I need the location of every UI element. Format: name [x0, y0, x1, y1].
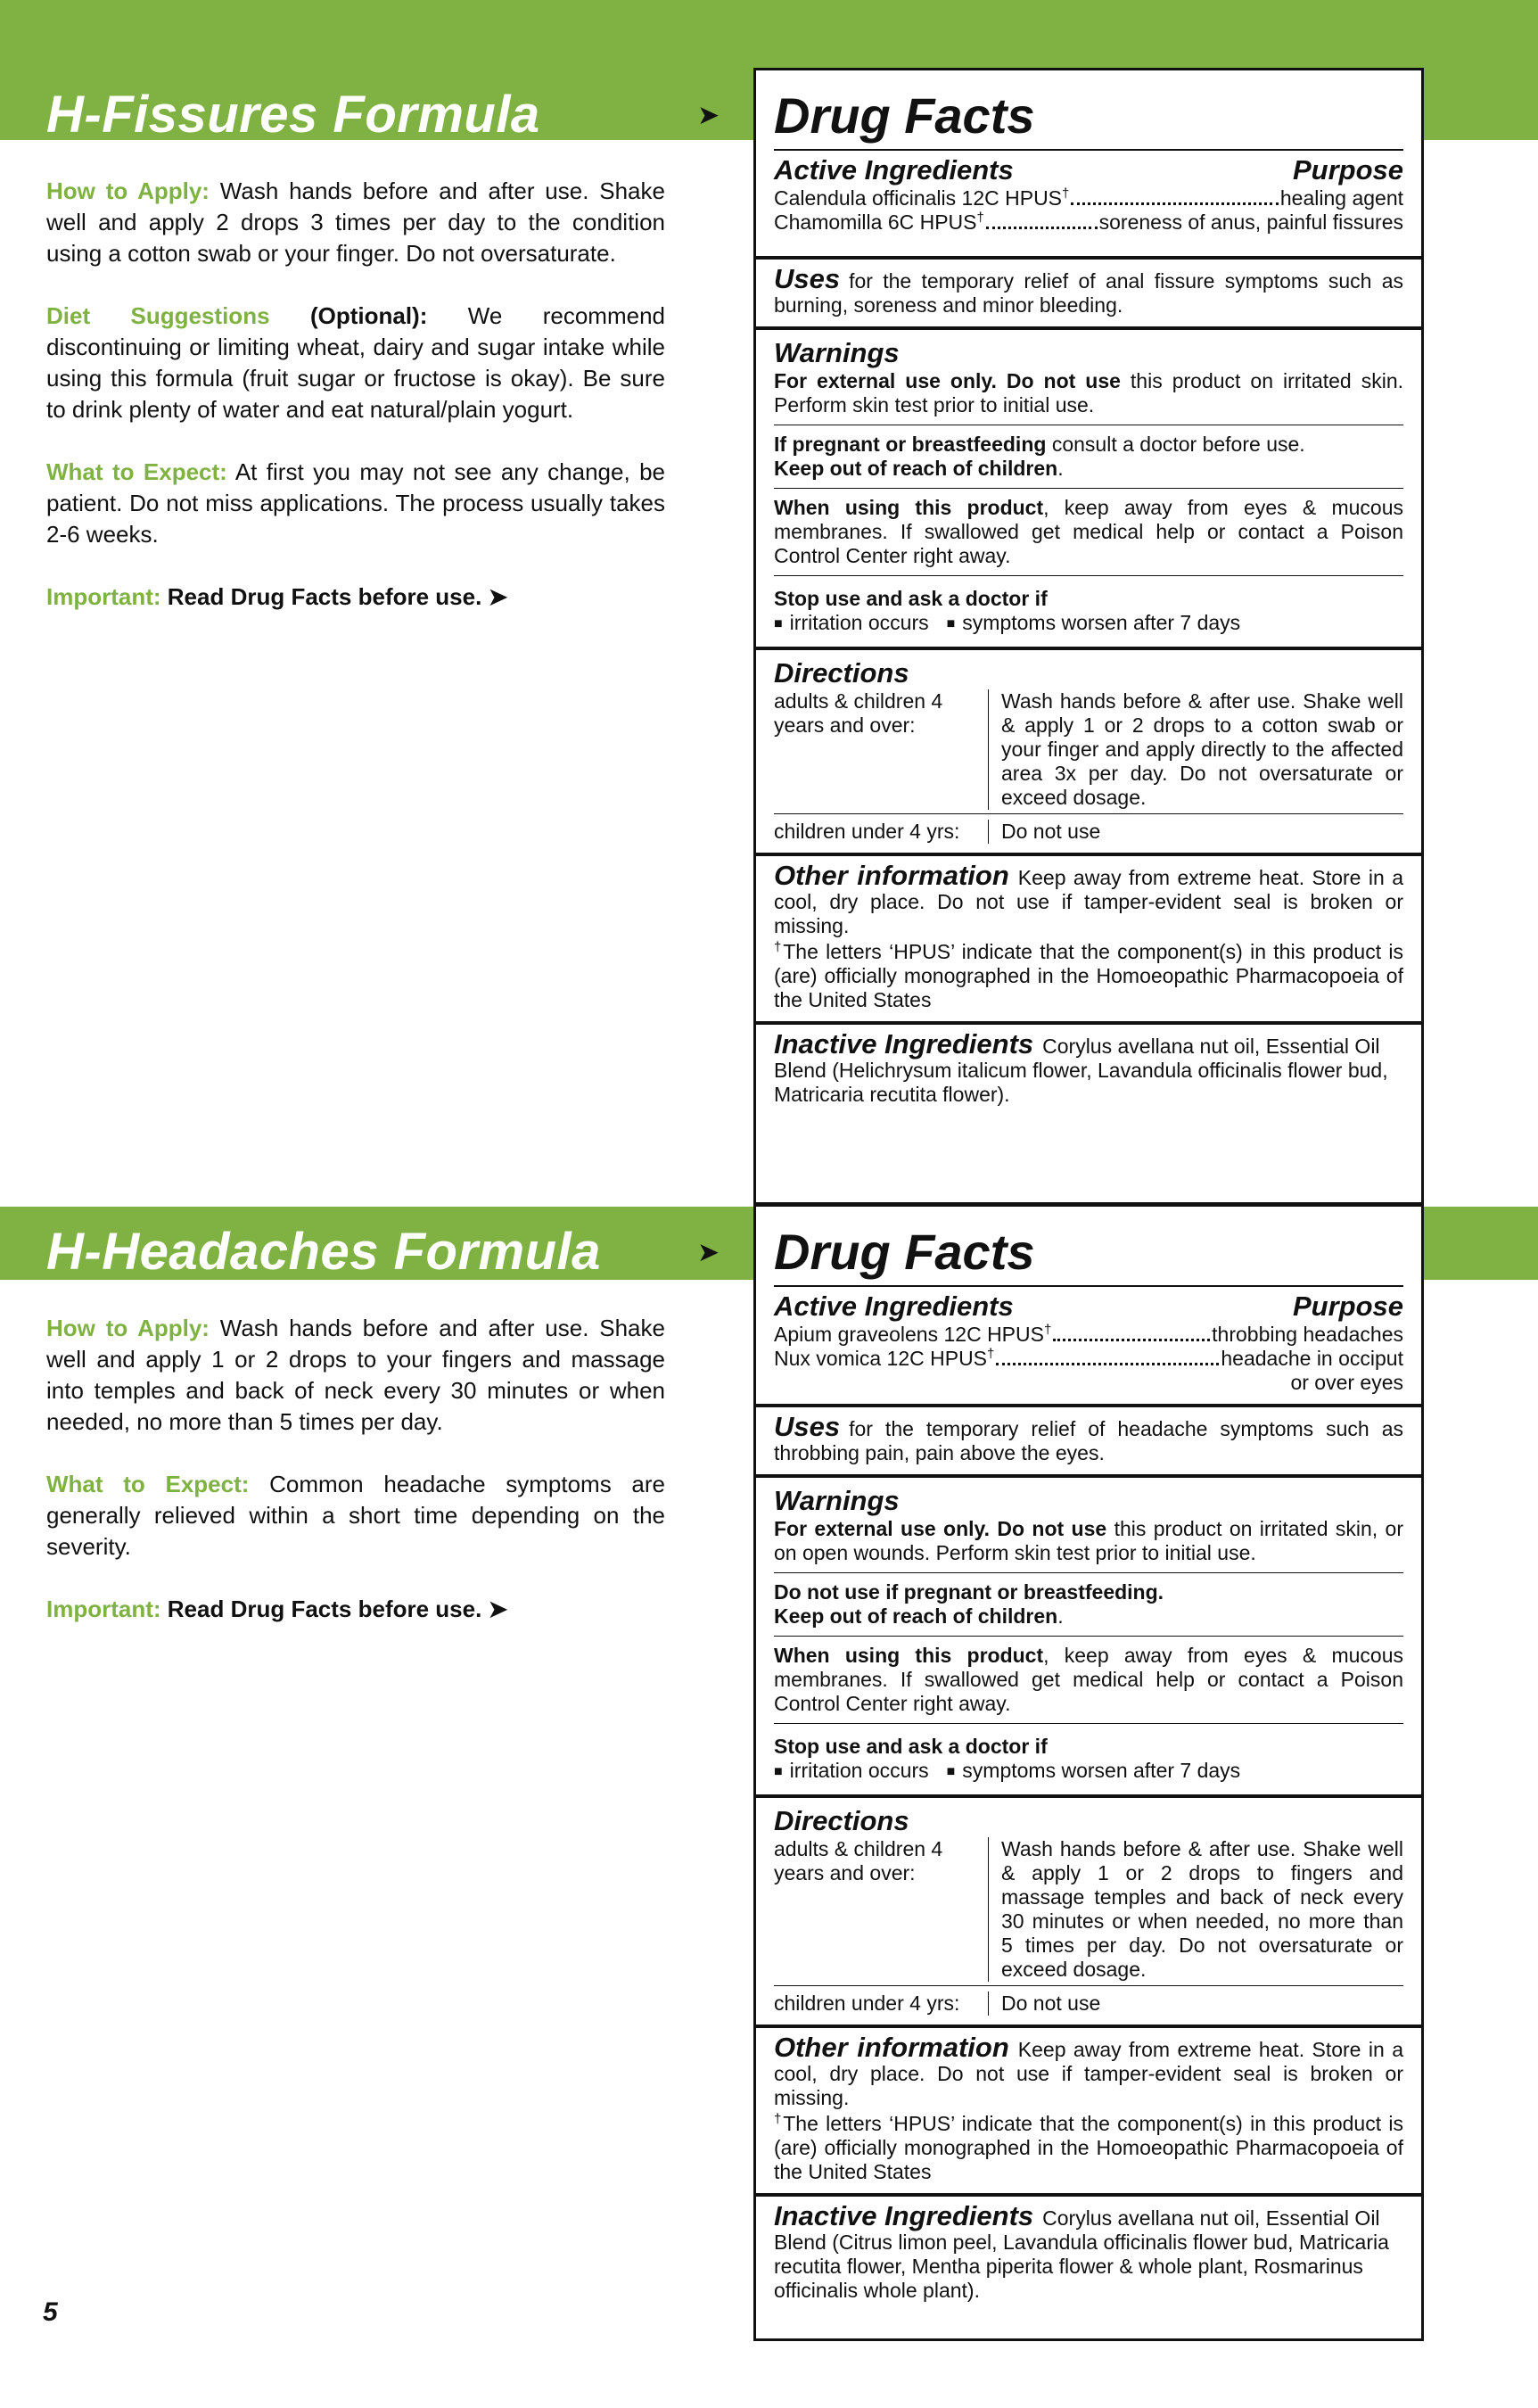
other-information-section: Other information Keep away from extreme heat. Store in a cool, dry place. Do not use if tamper-evident seal is broken or missing. †The letters ‘HPUS’ indicate that the component(s) in this product is (are) officially monographed in the Homoeopathic Pharmacopoeia of the United States [774, 2032, 1403, 2183]
active-ingredients-heading: Active Ingredients [774, 154, 1014, 186]
ingredient-row: Chamomilla 6C HPUS† soreness of anus, painful fissures [774, 210, 1403, 234]
fissures-instructions: How to Apply: Wash hands before and after use. Shake well and apply 2 drops 3 times per day to the condition using a cotton swab or your finger. Do not oversaturate. Diet Suggestions (Optional): We recommend discontinuing or limiting wheat, dairy and sugar intake while using this formula (fruit sugar or fructose is okay). Be sure to drink plenty of water and eat natural/plain yogurt. What to Expect: At first you may not see any change, be patient. Do not miss applications. The process usually takes 2-6 weeks. Important: Read Drug Facts before use. ➤ [46, 177, 666, 610]
ingredient-row: Nux vomica 12C HPUS† headache in occiput [774, 1346, 1403, 1370]
other-information-section: Other information Keep away from extreme heat. Store in a cool, dry place. Do not use if tamper-evident seal is broken or missing. †The letters ‘HPUS’ indicate that the component(s) in this product is (are) officially monographed in the Homoeopathic Pharmacopoeia of the United States [774, 860, 1403, 1011]
active-ingredients-heading: Active Ingredients [774, 1291, 1014, 1322]
drug-facts-title: Drug Facts [774, 70, 1403, 151]
inactive-ingredients-section: Inactive Ingredients Corylus avellana nut oil, Essential Oil Blend (Helichrysum italicum flower, Lavandula officinalis flower bud, Matricaria recutita flower). [774, 1028, 1388, 1106]
purpose-heading: Purpose [1292, 1291, 1403, 1322]
ingredient-row: Apium graveolens 12C HPUS† throbbing headaches [774, 1322, 1403, 1346]
arrow-icon: ➤ [697, 1238, 720, 1267]
drug-facts-title: Drug Facts [774, 1207, 1403, 1287]
page-number: 5 [43, 2297, 58, 2327]
directions-section: Directions adults & children 4 years and over: Wash hands before & after use. Shake well & apply 1 or 2 drops to a cotton swab or your finger and apply directly to the affected area 3x per day. Do not oversaturate or exceed dosage. children under 4 yrs: Do not use [774, 657, 1403, 843]
drug-facts-panel-headaches: Drug Facts Active Ingredients Purpose Apium graveolens 12C HPUS† throbbing headaches Nux vomica 12C HPUS† headache in occiput or over eyes Uses for the temporary relief of headache symptoms such as throbbing pain, pain above the eyes. Warnings For external use only. Do not use this product on irritated skin, or on open wounds. Perform skin test prior to initial use. Do not use if pregnant or breastfeeding. Keep out of reach of children. When using this product, keep away from eyes & mucous membranes. If swallowed get medical help or contact a Poison Control Center right away. Stop use and ask a doctor if ■ irritation occurs■ symptoms worsen after 7 days Directions adults & children 4 years and over: Wash hands before & after use. Shake well & apply 1 or 2 drops to fingers and massage temples and back of neck every 30 minutes or when needed, no more than 5 times per day. Do not oversaturate or exceed dosage. children under 4 yrs: Do not use Other information Keep away from extreme heat. Store in a cool, dry place. Do not use if tamper-evident seal is broken or missing. †The letters ‘HPUS’ indicate that the component(s) in this product is (are) officially monographed in the Homoeopathic Pharmacopoeia of the United States Inactive Ingredients Corylus avellana nut oil, Essential Oil Blend (Citrus limon peel, Lavandula officinalis flower bud, Matricaria recutita flower, Mentha piperita flower & whole plant, Rosmarinus officinalis whole plant). [753, 1204, 1424, 2341]
directions-section: Directions adults & children 4 years and over: Wash hands before & after use. Shake well & apply 1 or 2 drops to fingers and massage temples and back of neck every 30 minutes or when needed, no more than 5 times per day. Do not oversaturate or exceed dosage. children under 4 yrs: Do not use [774, 1805, 1403, 2015]
fissures-formula-title: H-Fissures Formula [46, 86, 540, 144]
headaches-formula-title: H-Headaches Formula [46, 1223, 601, 1281]
warnings-section: Warnings For external use only. Do not use this product on irritated skin. Perform skin test prior to initial use. If pregnant or breastfeeding consult a doctor before use. Keep out of reach of children. When using this product, keep away from eyes & mucous membranes. If swallowed get medical help or contact a Poison Control Center right away. Stop use and ask a doctor if ■ irritation occurs■ symptoms worsen after 7 days [774, 330, 1403, 647]
purpose-heading: Purpose [1292, 154, 1403, 186]
arrow-icon: ➤ [697, 101, 720, 130]
headaches-instructions: How to Apply: Wash hands before and after use. Shake well and apply 1 or 2 drops to your fingers and massage into temples and back of neck every 30 minutes or when needed, no more than 5 times per day. What to Expect: Common headache symptoms are generally relieved within a short time depending on the severity. Important: Read Drug Facts before use. ➤ [46, 1315, 665, 1622]
drug-facts-panel-fissures [753, 68, 1424, 1205]
ingredient-row: Calendula officinalis 12C HPUS† healing agent [774, 186, 1403, 210]
arrow-icon: ➤ [488, 1596, 508, 1622]
uses-section: Uses for the temporary relief of headache symptoms such as throbbing pain, pain above the eyes. [774, 1411, 1403, 1464]
warnings-section: Warnings For external use only. Do not use this product on irritated skin, or on open wounds. Perform skin test prior to initial use. Do not use if pregnant or breastfeeding. Keep out of reach of children. When using this product, keep away from eyes & mucous membranes. If swallowed get medical help or contact a Poison Control Center right away. Stop use and ask a doctor if ■ irritation occurs■ symptoms worsen after 7 days [774, 1478, 1403, 1794]
uses-section: Uses for the temporary relief of anal fissure symptoms such as burning, soreness and minor bleeding. [774, 263, 1403, 317]
arrow-icon: ➤ [488, 583, 508, 610]
inactive-ingredients-section: Inactive Ingredients Corylus avellana nut oil, Essential Oil Blend (Citrus limon peel, Lavandula officinalis flower bud, Matricaria recutita flower, Mentha piperita flower & whole plant, Rosmarinus officinalis whole plant). [774, 2200, 1389, 2302]
